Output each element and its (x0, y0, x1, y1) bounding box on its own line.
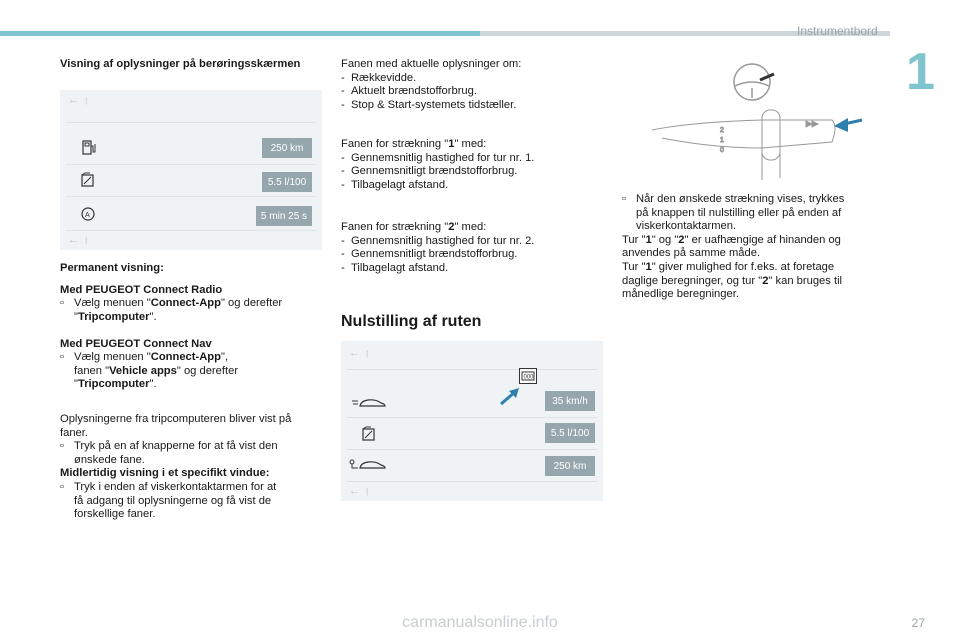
fuel-value: 5.5 l/100 (262, 172, 312, 192)
section-title: Instrumentbord (797, 24, 878, 38)
screen-nav-row: ← | (68, 234, 88, 246)
touchscreen-heading: Visning af oplysninger på berøringsskærmen (60, 58, 301, 70)
svg-text:000: 000 (523, 374, 534, 381)
chapter-number: 1 (906, 43, 935, 101)
trip-screen-2 (341, 341, 603, 501)
fuel-consumption-icon (361, 426, 377, 442)
reset-instructions: ▫ Når den ønskede strækning vises, trykkes på knappen til nulstilling eller på enden af viskerkontaktarmen. Tur "1" og "2" er uafhængige af hinanden og anvendes på samme måde. Tur "1" giver mulighed for f.eks. at foretage daglige beregninger, og tur "2" kan bruges til månedlige beregninger. (622, 193, 845, 301)
avg-fuel-value: 5.5 l/100 (545, 423, 595, 443)
info-paragraph: Oplysningerne fra tripcomputeren bliver vist på faner. ▫ Tryk på en af knapperne for at få vist den ønskede fane. Midlertidig visning i et specifikt vindue: ▫ Tryk i enden af viskerkontaktarmen for at få adgang til oplysningerne og få vist de forskellige faner. (60, 413, 292, 521)
speed-car-icon (351, 396, 387, 410)
stop-start-timer-icon (80, 205, 96, 221)
svg-text:1: 1 (720, 137, 724, 144)
wiper-stalk-icon (652, 110, 835, 180)
trip1-block: Fanen for strækning "1" med: - Gennemsnitlig hastighed for tur nr. 1. - Gennemsnitligt brændstofforbrug. - Tilbagelagt afstand. (341, 138, 535, 191)
radio-title: Med PEUGEOT Connect Radio (60, 284, 223, 296)
nav-step: ▫ Vælg menuen "Connect-App", fanen "Vehicle apps" og derefter "Tripcomputer". (60, 351, 239, 391)
svg-text:0: 0 (720, 147, 724, 154)
permanent-heading: Permanent visning: (60, 262, 164, 274)
current-info-block: Fanen med aktuelle oplysninger om: - Rækkevidde. - Aktuelt brændstofforbrug. - Stop & Start-systemets tidstæller. (341, 58, 522, 111)
trip-screen-1 (60, 90, 322, 250)
range-value: 250 km (262, 138, 312, 158)
trip2-block: Fanen for strækning "2" med: - Gennemsnitlig hastighed for tur nr. 2. - Gennemsnitligt brændstofforbrug. - Tilbagelagt afstand. (341, 221, 535, 274)
timer-value: 5 min 25 s (256, 206, 312, 226)
steering-wheel-icon (734, 64, 774, 100)
distance-value: 250 km (545, 456, 595, 476)
screen-back-arrow-icon: ← | (349, 347, 369, 359)
distance-car-icon (349, 458, 387, 472)
header-accent-bar (0, 31, 480, 36)
screen-back-arrow-icon: ← | (68, 94, 88, 106)
reset-heading: Nulstilling af ruten (341, 313, 482, 330)
svg-text:2: 2 (720, 127, 724, 134)
reset-icon[interactable] (519, 368, 537, 384)
watermark: carmanualsonline.info (402, 614, 558, 631)
pointer-arrow-icon (499, 386, 523, 406)
wiper-stalk-illustration (622, 60, 872, 185)
fuel-consumption-icon (80, 172, 96, 188)
screen-nav-row: ← | (349, 485, 369, 497)
pointer-arrow-icon (834, 118, 862, 132)
fuel-pump-icon (82, 140, 96, 156)
nav-title: Med PEUGEOT Connect Nav (60, 338, 212, 350)
page-number: 27 (911, 616, 925, 630)
avg-speed-value: 35 km/h (545, 391, 595, 411)
radio-step: ▫ Vælg menuen "Connect-App" og derefter "Tripcomputer". (60, 297, 283, 323)
svg-text:A: A (85, 212, 90, 219)
